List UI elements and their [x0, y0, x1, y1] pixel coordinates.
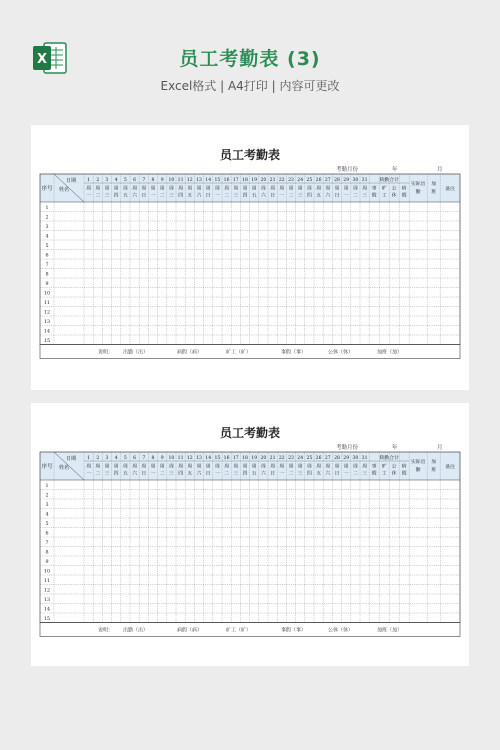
- row-number: 10: [43, 569, 51, 575]
- weekday-char: 周: [168, 464, 174, 470]
- weekday-char: 四: [306, 193, 312, 199]
- weekday-char: 周: [95, 186, 101, 192]
- day-number: 25: [306, 456, 313, 461]
- row-number: 14: [43, 329, 51, 335]
- mon-label: 月: [437, 445, 443, 451]
- row-number: 9: [45, 559, 49, 565]
- day-number: 24: [297, 178, 304, 183]
- day-number: 2: [96, 456, 100, 461]
- weekday-char: 周: [159, 464, 165, 470]
- weekday-char: 二: [224, 471, 230, 477]
- absence-col-char: 旷: [381, 186, 387, 192]
- weekday-char: 三: [233, 193, 239, 199]
- day-number: 16: [223, 178, 230, 183]
- legend-item: 出勤（出）: [123, 627, 149, 634]
- weekday-char: 周: [196, 186, 202, 192]
- absence-col-char: 事: [371, 464, 377, 470]
- day-number: 17: [232, 178, 239, 183]
- weekday-char: 周: [279, 464, 285, 470]
- row-number: 11: [43, 578, 51, 584]
- month-label: 考勤月份: [336, 445, 359, 451]
- weekday-char: 周: [214, 464, 220, 470]
- weekday-char: 五: [251, 193, 257, 199]
- absence-col-char: 旷: [381, 464, 387, 470]
- weekday-char: 二: [224, 193, 230, 199]
- weekday-char: 周: [316, 464, 322, 470]
- day-number: 26: [315, 456, 322, 461]
- weekday-char: 二: [288, 471, 294, 477]
- day-number: 5: [123, 178, 127, 183]
- day-number: 4: [114, 178, 118, 183]
- weekday-char: 六: [260, 471, 266, 477]
- weekday-char: 六: [260, 193, 266, 199]
- weekday-char: 一: [343, 471, 349, 477]
- weekday-char: 一: [279, 471, 285, 477]
- weekday-char: 四: [113, 471, 119, 477]
- weekday-char: 周: [325, 186, 331, 192]
- actual-header: 勤: [415, 468, 421, 473]
- absence-col-char: 假: [371, 471, 377, 477]
- weekday-char: 周: [113, 464, 119, 470]
- weekday-char: 周: [196, 464, 202, 470]
- weekday-char: 周: [316, 186, 322, 192]
- date-diag-label: 日期: [65, 456, 77, 462]
- weekday-char: 五: [122, 471, 128, 477]
- weekday-char: 五: [187, 193, 193, 199]
- row-number: 6: [45, 531, 49, 537]
- day-number: 15: [214, 178, 221, 183]
- day-number: 14: [205, 178, 212, 183]
- weekday-char: 周: [306, 186, 312, 192]
- weekday-char: 一: [279, 193, 285, 199]
- weekday-char: 六: [196, 471, 202, 477]
- day-number: 18: [242, 178, 248, 183]
- weekday-char: 四: [178, 193, 184, 199]
- day-number: 22: [278, 178, 285, 183]
- day-number: 29: [343, 456, 350, 461]
- weekday-char: 周: [334, 464, 340, 470]
- weekday-char: 三: [168, 471, 174, 477]
- weekday-char: 周: [205, 186, 211, 192]
- weekday-char: 周: [214, 186, 220, 192]
- day-number: 22: [278, 456, 285, 461]
- weekday-char: 周: [242, 186, 248, 192]
- weekday-char: 周: [270, 464, 276, 470]
- year-label: 年: [392, 445, 398, 451]
- day-number: 2: [96, 178, 100, 183]
- weekday-char: 六: [132, 471, 138, 477]
- day-number: 21: [269, 178, 276, 183]
- date-diag-label: 日期: [65, 178, 77, 184]
- weekday-char: 一: [343, 193, 349, 199]
- weekday-char: 六: [325, 193, 331, 199]
- weekday-char: 三: [362, 471, 368, 477]
- day-number: 30: [352, 456, 359, 461]
- legend-item: 事假（事）: [281, 627, 307, 634]
- weekday-char: 周: [343, 464, 349, 470]
- weekday-char: 日: [334, 471, 340, 477]
- row-number: 5: [45, 243, 49, 249]
- day-number: 12: [186, 456, 193, 461]
- weekday-char: 一: [150, 471, 156, 477]
- weekday-char: 四: [306, 471, 312, 477]
- row-number: 15: [43, 616, 51, 622]
- weekday-char: 周: [343, 186, 349, 192]
- weekday-char: 周: [141, 186, 147, 192]
- overtime-header: 班: [431, 190, 437, 195]
- weekday-char: 周: [297, 186, 303, 192]
- row-number: 6: [45, 253, 49, 259]
- weekday-char: 三: [168, 193, 174, 199]
- row-number: 3: [45, 502, 49, 508]
- row-number: 9: [45, 281, 49, 287]
- row-number: 12: [43, 310, 51, 316]
- weekday-char: 一: [150, 193, 156, 199]
- month-label: 考勤月份: [336, 167, 359, 173]
- weekday-char: 周: [325, 464, 331, 470]
- weekday-char: 周: [251, 464, 257, 470]
- weekday-char: 日: [334, 193, 340, 199]
- weekday-char: 周: [352, 464, 358, 470]
- weekday-char: 周: [86, 464, 92, 470]
- weekday-char: 周: [150, 464, 156, 470]
- weekday-char: 六: [196, 193, 202, 199]
- absence-col-char: 公: [391, 464, 397, 470]
- actual-header: 实际出: [410, 460, 426, 465]
- seq-header: 序号: [41, 186, 53, 192]
- legend-item: 加班（加）: [377, 627, 403, 634]
- weekday-char: 三: [104, 471, 110, 477]
- weekday-char: 四: [242, 471, 248, 477]
- weekday-char: 周: [178, 186, 184, 192]
- weekday-char: 周: [141, 464, 147, 470]
- absence-col-char: 病: [401, 464, 407, 470]
- sheet-title: 员工考勤表: [219, 148, 281, 162]
- weekday-char: 周: [260, 186, 266, 192]
- day-number: 1: [87, 178, 91, 183]
- weekday-char: 周: [86, 186, 92, 192]
- weekday-char: 二: [288, 193, 294, 199]
- row-number: 2: [45, 493, 49, 499]
- legend-item: 加班（加）: [377, 349, 403, 356]
- day-number: 27: [324, 456, 331, 461]
- day-number: 19: [251, 178, 258, 183]
- day-number: 6: [133, 178, 137, 183]
- day-number: 21: [269, 456, 276, 461]
- weekday-char: 周: [334, 186, 340, 192]
- day-number: 4: [114, 456, 118, 461]
- weekday-char: 五: [122, 193, 128, 199]
- weekday-char: 周: [297, 464, 303, 470]
- weekday-char: 周: [233, 186, 239, 192]
- excel-icon-letter: X: [36, 52, 48, 67]
- weekday-char: 周: [178, 464, 184, 470]
- absence-col-char: 病: [401, 186, 407, 192]
- page-title: 员工考勤表 (3): [179, 48, 321, 70]
- weekday-char: 周: [113, 186, 119, 192]
- row-number: 15: [43, 338, 51, 344]
- actual-header: 实际出: [410, 182, 426, 187]
- day-number: 26: [315, 178, 322, 183]
- row-number: 3: [45, 224, 49, 230]
- weekday-char: 周: [352, 186, 358, 192]
- weekday-char: 周: [187, 186, 193, 192]
- weekday-char: 周: [159, 186, 165, 192]
- name-diag-label: 姓名: [58, 187, 70, 193]
- weekday-char: 周: [251, 186, 257, 192]
- weekday-char: 周: [168, 186, 174, 192]
- day-number: 16: [223, 456, 230, 461]
- day-number: 5: [123, 456, 127, 461]
- weekday-char: 三: [297, 193, 303, 199]
- weekday-char: 周: [362, 464, 368, 470]
- weekday-char: 周: [306, 464, 312, 470]
- day-number: 20: [260, 178, 267, 183]
- weekday-char: 周: [279, 186, 285, 192]
- day-number: 23: [288, 456, 294, 461]
- day-number: 19: [251, 456, 258, 461]
- legend-item: 病假（病）: [177, 349, 203, 356]
- absence-col-char: 公: [391, 186, 397, 192]
- sheet-title: 员工考勤表: [219, 426, 281, 440]
- legend-item: 旷工（旷）: [226, 349, 252, 356]
- legend-item: 出勤（出）: [123, 349, 149, 356]
- weekday-char: 周: [260, 464, 266, 470]
- absence-col-char: 工: [381, 471, 387, 477]
- weekday-char: 二: [352, 193, 358, 199]
- day-number: 17: [232, 456, 239, 461]
- weekday-char: 五: [187, 471, 193, 477]
- legend-item: 公休（休）: [328, 627, 354, 634]
- weekday-char: 周: [242, 464, 248, 470]
- weekday-char: 周: [132, 464, 138, 470]
- row-number: 12: [43, 588, 51, 594]
- day-number: 9: [160, 178, 164, 183]
- weekday-char: 周: [270, 186, 276, 192]
- weekday-char: 周: [233, 464, 239, 470]
- day-number: 11: [177, 178, 184, 183]
- year-label: 年: [392, 167, 398, 173]
- day-number: 31: [361, 456, 368, 461]
- day-number: 8: [151, 178, 155, 183]
- sheet-preview-2: [31, 403, 469, 666]
- weekday-char: 周: [187, 464, 193, 470]
- weekday-char: 四: [178, 471, 184, 477]
- day-number: 13: [196, 456, 202, 461]
- day-number: 27: [324, 178, 331, 183]
- day-number: 20: [260, 456, 267, 461]
- day-number: 7: [142, 178, 146, 183]
- row-number: 13: [43, 319, 51, 325]
- weekday-char: 日: [205, 471, 211, 477]
- weekday-char: 周: [224, 464, 230, 470]
- weekday-char: 周: [122, 186, 128, 192]
- day-number: 30: [352, 178, 359, 183]
- day-number: 25: [306, 178, 313, 183]
- weekday-char: 二: [352, 471, 358, 477]
- absence-header: 缺勤合计: [379, 456, 399, 461]
- legend-item: 公休（休）: [328, 349, 354, 356]
- day-number: 6: [133, 456, 137, 461]
- weekday-char: 二: [159, 193, 165, 199]
- day-number: 23: [288, 178, 294, 183]
- weekday-char: 周: [150, 186, 156, 192]
- row-number: 13: [43, 597, 51, 603]
- weekday-char: 二: [159, 471, 165, 477]
- day-number: 3: [105, 178, 109, 183]
- day-number: 9: [160, 456, 164, 461]
- weekday-char: 日: [141, 471, 147, 477]
- overtime-header: 加: [431, 182, 437, 187]
- row-number: 8: [45, 272, 49, 278]
- day-number: 12: [186, 178, 193, 183]
- row-number: 1: [45, 205, 49, 211]
- weekday-char: 周: [205, 464, 211, 470]
- row-number: 1: [45, 483, 49, 489]
- day-number: 11: [177, 456, 184, 461]
- weekday-char: 日: [205, 193, 211, 199]
- day-number: 7: [142, 456, 146, 461]
- row-number: 14: [43, 607, 51, 613]
- weekday-char: 四: [113, 193, 119, 199]
- weekday-char: 六: [325, 471, 331, 477]
- day-number: 28: [334, 456, 340, 461]
- weekday-char: 周: [122, 464, 128, 470]
- weekday-char: 周: [104, 186, 110, 192]
- remark-header: 备注: [445, 465, 455, 470]
- weekday-char: 三: [104, 193, 110, 199]
- day-number: 18: [242, 456, 248, 461]
- row-number: 10: [43, 291, 51, 297]
- weekday-char: 五: [316, 193, 322, 199]
- weekday-char: 三: [362, 193, 368, 199]
- sheet-preview-1: [31, 125, 469, 390]
- row-number: 4: [45, 234, 49, 240]
- legend-item: 事假（事）: [281, 349, 307, 356]
- weekday-char: 六: [132, 193, 138, 199]
- page-subtitle: Excel格式 | A4打印 | 内容可更改: [160, 79, 340, 93]
- day-number: 3: [105, 456, 109, 461]
- attendance-sheet-2: [31, 403, 469, 666]
- absence-col-char: 假: [371, 193, 377, 199]
- mon-label: 月: [437, 167, 443, 173]
- weekday-char: 周: [224, 186, 230, 192]
- day-number: 14: [205, 456, 212, 461]
- day-number: 10: [168, 178, 175, 183]
- weekday-char: 周: [362, 186, 368, 192]
- row-number: 11: [43, 300, 51, 306]
- day-number: 1: [87, 456, 91, 461]
- absence-col-char: 假: [401, 193, 407, 199]
- weekday-char: 日: [270, 471, 276, 477]
- weekday-char: 周: [104, 464, 110, 470]
- absence-col-char: 休: [391, 471, 397, 477]
- absence-header: 缺勤合计: [379, 178, 399, 183]
- overtime-header: 班: [431, 468, 437, 473]
- name-diag-label: 姓名: [58, 465, 70, 471]
- legend-item: 说明：: [98, 627, 114, 634]
- day-number: 10: [168, 456, 175, 461]
- weekday-char: 一: [214, 471, 220, 477]
- row-number: 5: [45, 521, 49, 527]
- weekday-char: 周: [95, 464, 101, 470]
- row-number: 7: [45, 262, 49, 268]
- weekday-char: 五: [251, 471, 257, 477]
- weekday-char: 五: [316, 471, 322, 477]
- weekday-char: 日: [270, 193, 276, 199]
- weekday-char: 二: [95, 193, 101, 199]
- weekday-char: 日: [141, 193, 147, 199]
- weekday-char: 三: [233, 471, 239, 477]
- legend-item: 病假（病）: [177, 627, 203, 634]
- weekday-char: 三: [297, 471, 303, 477]
- actual-header: 勤: [415, 190, 421, 195]
- absence-col-char: 假: [401, 471, 407, 477]
- weekday-char: 一: [214, 193, 220, 199]
- weekday-char: 周: [288, 186, 294, 192]
- row-number: 4: [45, 512, 49, 518]
- day-number: 13: [196, 178, 202, 183]
- attendance-sheet-1: [31, 125, 469, 390]
- legend-item: 说明：: [98, 349, 114, 356]
- weekday-char: 二: [95, 471, 101, 477]
- day-number: 28: [334, 178, 340, 183]
- weekday-char: 一: [86, 471, 92, 477]
- row-number: 2: [45, 215, 49, 221]
- row-number: 7: [45, 540, 49, 546]
- weekday-char: 周: [288, 464, 294, 470]
- weekday-char: 四: [242, 193, 248, 199]
- day-number: 29: [343, 178, 350, 183]
- row-number: 8: [45, 550, 49, 556]
- seq-header: 序号: [41, 464, 53, 470]
- absence-col-char: 休: [391, 193, 397, 199]
- weekday-char: 一: [86, 193, 92, 199]
- weekday-char: 周: [132, 186, 138, 192]
- legend-item: 旷工（旷）: [226, 627, 252, 634]
- day-number: 24: [297, 456, 304, 461]
- day-number: 15: [214, 456, 221, 461]
- day-number: 8: [151, 456, 155, 461]
- remark-header: 备注: [445, 187, 455, 192]
- day-number: 31: [361, 178, 368, 183]
- overtime-header: 加: [431, 460, 437, 465]
- absence-col-char: 事: [371, 186, 377, 192]
- absence-col-char: 工: [381, 193, 387, 199]
